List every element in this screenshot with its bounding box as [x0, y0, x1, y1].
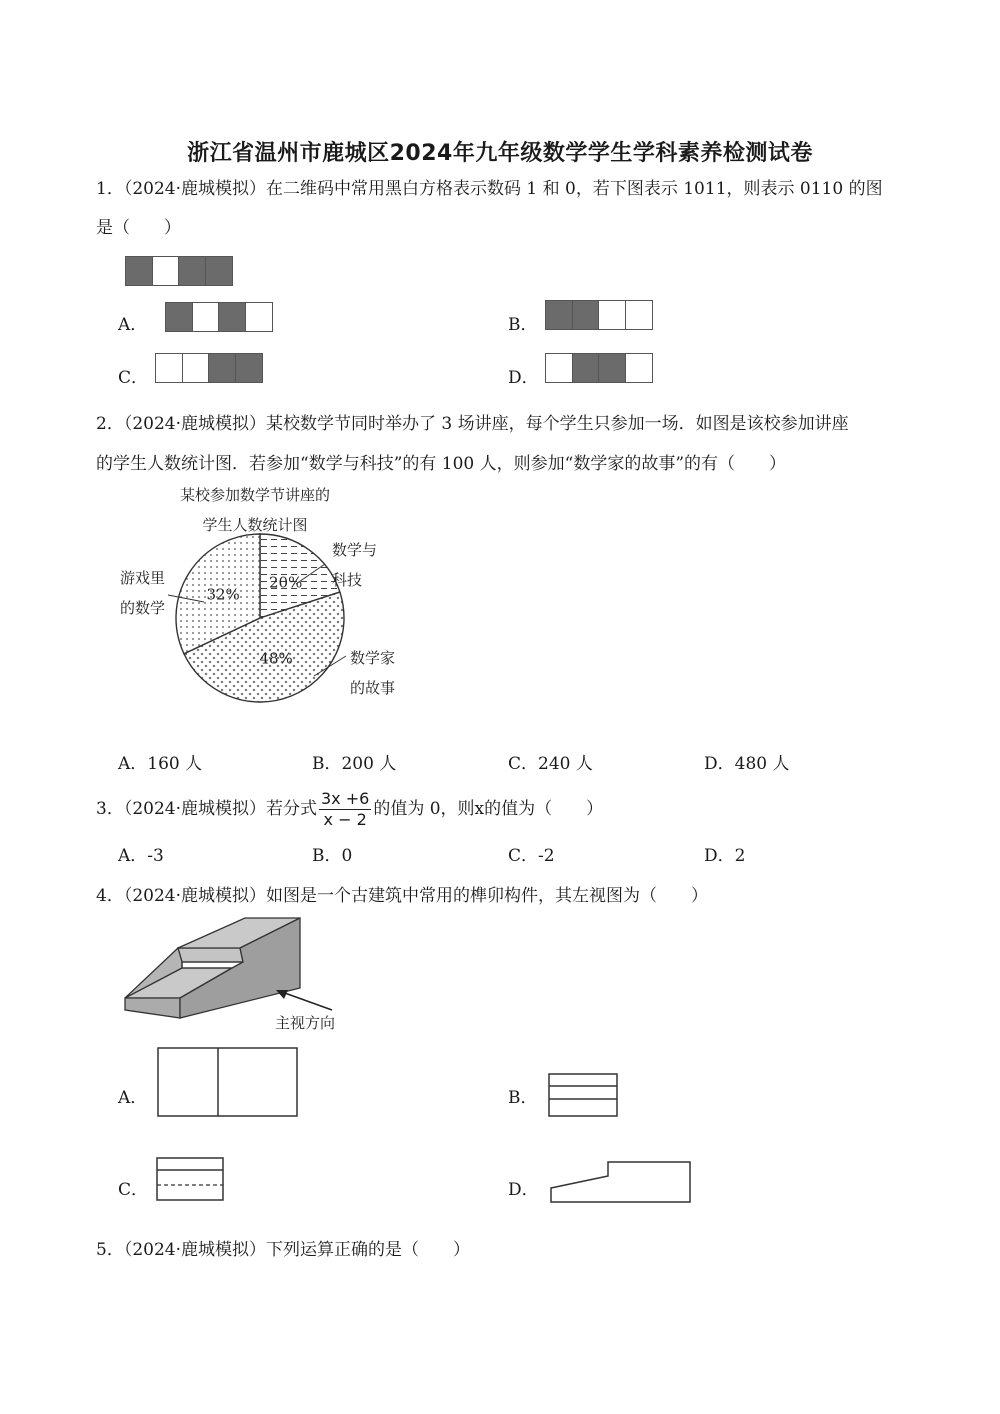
black-cell [208, 353, 236, 383]
pie-value-label-3: 32% [206, 585, 240, 604]
q4-option-b-figure[interactable] [548, 1073, 620, 1119]
black-cell [545, 300, 573, 330]
q1-option-a-label[interactable]: A． [118, 315, 148, 335]
question-1-text-line2: 是（ ） [96, 218, 181, 238]
q2-option-d[interactable]: D．480 人 [704, 754, 790, 774]
pie-category-label-2-line2: 的故事 [350, 679, 396, 697]
q4-option-c-label[interactable]: C． [118, 1180, 149, 1200]
question-2-number: 2． [96, 414, 124, 434]
question-2-text-line2: 的学生人数统计图．若参加“数学与科技”的有 100 人，则参加“数学家的故事”的有（ ） [96, 454, 787, 474]
question-4-text: （2024·鹿城模拟）如图是一个古建筑中常用的榫卯构件，其左视图为（ ） [123, 886, 708, 906]
white-cell [625, 353, 653, 383]
q2-option-b[interactable]: B．200 人 [312, 754, 397, 774]
question-3 [96, 787, 603, 831]
pie-chart [100, 480, 440, 725]
fraction [319, 789, 371, 830]
white-cell [598, 300, 626, 330]
question-4 [96, 885, 708, 907]
pie-value-label-2: 48% [259, 649, 293, 668]
black-cell [165, 302, 193, 332]
white-cell [545, 353, 573, 383]
black-cell [125, 256, 153, 286]
question-3-prefix: （2024·鹿城模拟）若分式 [123, 799, 317, 819]
q4-option-b-label[interactable]: B． [508, 1088, 538, 1108]
question-1-number: 1． [96, 179, 124, 199]
white-cell [182, 353, 210, 383]
question-5-text: （2024·鹿城模拟）下列运算正确的是（ ） [123, 1240, 470, 1260]
mortise-tenon-figure [120, 910, 360, 1040]
q1-option-a-code[interactable] [165, 302, 271, 332]
arrow-head-icon [276, 990, 288, 999]
q1-option-b-code[interactable] [545, 300, 651, 330]
black-cell [572, 300, 600, 330]
pie-value-label-1: 20% [269, 573, 303, 592]
black-cell [235, 353, 263, 383]
q1-option-d-label[interactable]: D． [508, 368, 539, 388]
q4-option-c-figure[interactable] [156, 1157, 226, 1203]
view-direction-arrow [282, 992, 332, 1010]
fraction-denominator: x − 2 [323, 810, 367, 829]
q2-option-a[interactable]: A．160 人 [118, 754, 203, 774]
question-3-number: 3． [96, 799, 124, 819]
q3-option-c[interactable]: C．-2 [508, 846, 555, 866]
page-title: 浙江省温州市鹿城区2024年九年级数学学生学科素养检测试卷 [187, 141, 813, 166]
q1-option-c-code[interactable] [155, 353, 261, 383]
white-cell [192, 302, 220, 332]
q3-option-b[interactable]: B．0 [312, 846, 353, 866]
q3-option-a[interactable]: A．-3 [118, 846, 164, 866]
q2-option-c[interactable]: C．240 人 [508, 754, 593, 774]
q3-option-d[interactable]: D．2 [704, 846, 746, 866]
black-cell [598, 353, 626, 383]
question-1-text-line1: （2024·鹿城模拟）在二维码中常用黑白方格表示数码 1 和 0，若下图表示 1011，则表示 0110 的图 [123, 179, 883, 199]
fraction-numerator: 3x +6 [321, 789, 370, 808]
question-4-number: 4． [96, 886, 124, 906]
q1-option-c-label[interactable]: C． [118, 368, 149, 388]
pie-category-label-1-line1: 数学与 [332, 541, 378, 559]
chart-title-line2: 学生人数统计图 [202, 516, 308, 534]
view-direction-label: 主视方向 [275, 1014, 336, 1032]
q1-option-b-label[interactable]: B． [508, 315, 538, 335]
white-cell [245, 302, 273, 332]
q1-sample-code [125, 256, 231, 286]
q1-option-d-code[interactable] [545, 353, 651, 383]
slope-front-face [125, 998, 180, 1018]
question-3-suffix: 的值为 0，则x的值为（ ） [373, 799, 604, 819]
white-cell [152, 256, 180, 286]
chart-title-line1: 某校参加数学节讲座的 [179, 486, 331, 504]
pie-category-label-2-line1: 数学家 [350, 649, 396, 667]
black-cell [178, 256, 206, 286]
black-cell [218, 302, 246, 332]
question-2-text-line1: （2024·鹿城模拟）某校数学节同时举办了 3 场讲座，每个学生只参加一场．如图是该校参加讲座 [123, 414, 849, 434]
question-2 [96, 413, 849, 435]
step-top-face [178, 948, 243, 962]
q4-option-a-figure[interactable] [157, 1047, 299, 1119]
q4-option-d-label[interactable]: D． [508, 1180, 539, 1200]
white-cell [625, 300, 653, 330]
q4-option-d-figure[interactable] [548, 1156, 693, 1206]
white-cell [155, 353, 183, 383]
question-5-number: 5． [96, 1240, 124, 1260]
question-1 [96, 178, 883, 200]
q4-option-a-label[interactable]: A． [118, 1088, 148, 1108]
question-5 [96, 1239, 470, 1261]
pie-category-label-1-line2: 科技 [332, 571, 363, 589]
black-cell [205, 256, 233, 286]
pie-category-label-3-line2: 的数学 [120, 599, 166, 617]
black-cell [572, 353, 600, 383]
pie-category-label-3-line1: 游戏里 [120, 569, 166, 587]
